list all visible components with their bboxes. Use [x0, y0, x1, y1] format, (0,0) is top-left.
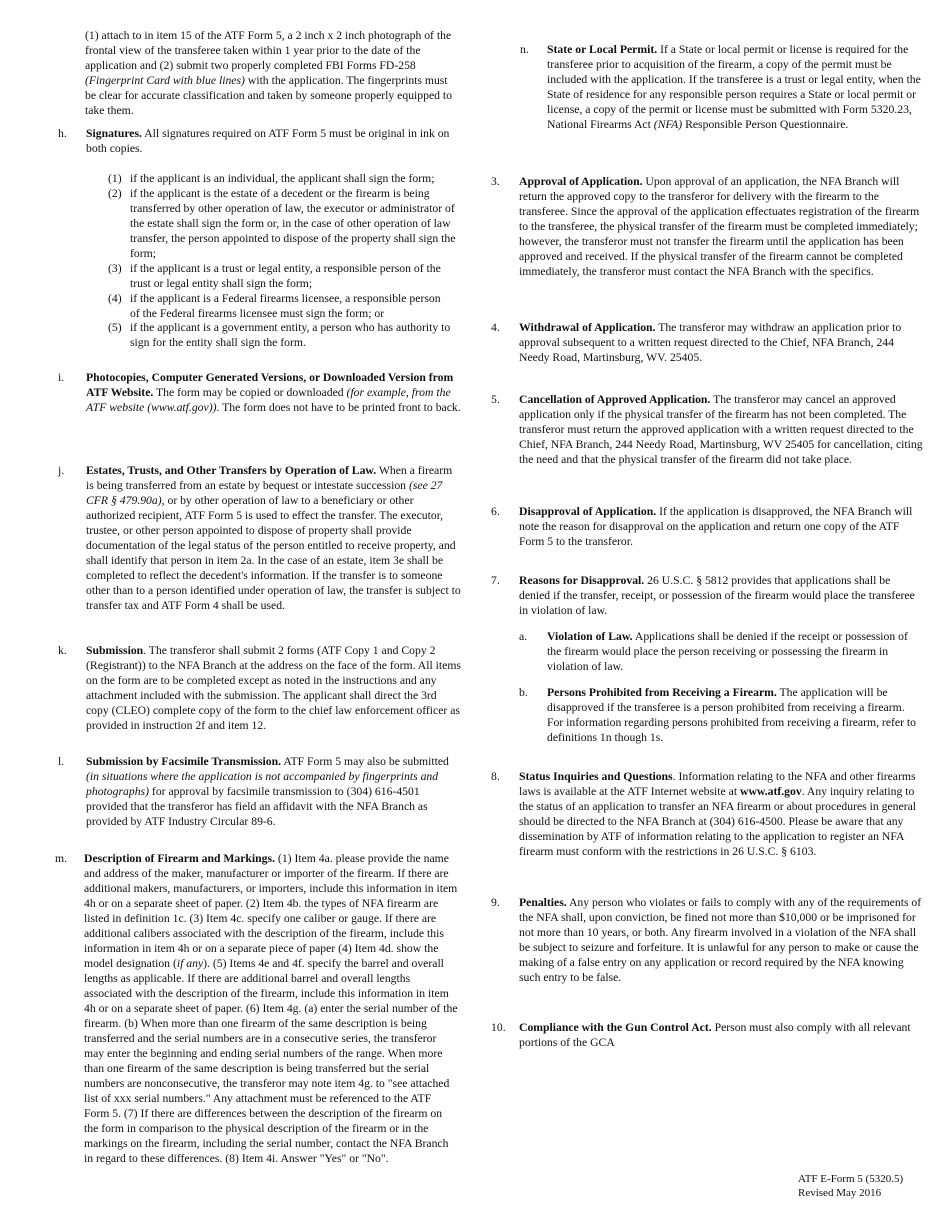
section-text: The transferor may cancel an approved application only if the physical transfer of the firearm has not been completed. The transferor must return the approved application with a written request directed to the Chief, NFA Branch, 244 Needy Road, Martinsburg, WV 25405 for cancellation, citing the need and that the physical transfer of the firearm did not take place. [519, 393, 923, 466]
sub-text: The application will be disapproved if the transferee is a person prohibited from receiving a firearm. For information regarding persons prohibited from receiving a firearm, refer to definitions 1n though 1s. [547, 686, 917, 744]
item-text-italic: (see 27 CFR § 479.90a), [86, 479, 443, 507]
section-title: Compliance with the Gun Control Act. [519, 1021, 712, 1034]
item-title: Submission [86, 644, 144, 657]
item-text-2: for approval by facsimile transmission to (304) 616-4501 provided that the transferor has field an affidavit with the NFA Branch as provided by ATF Industry Circular 89-6. [86, 785, 428, 828]
section-title: Status Inquiries and Questions [519, 770, 673, 783]
section-text-2: . Any inquiry relating to the status of an application to transfer an NFA firearm or about procedures in general should be directed to the NFA Branch at (304) 616-4500. Please be aware that any dissemination by ATF of information relating to the application to register an NFA firearm must conform with the restrictions in 26 U.S.C. § 6103. [519, 785, 917, 858]
item-text-italic: if any [176, 957, 204, 970]
item-title: Description of Firearm and Markings. [84, 852, 275, 865]
section-number: 9. [491, 896, 500, 909]
item-title: Submission by Facsimile Transmission. [86, 755, 282, 768]
item-title: Estates, Trusts, and Other Transfers by Operation of Law. [86, 464, 377, 477]
section-text: 26 U.S.C. § 5812 provides that applications shall be denied if the transfer, receipt, or possession of the firearm would place the transferee in violation of law. [519, 574, 915, 617]
item-text-2: ). (5) Items 4e and 4f. specify the barrel and overall lengths as applicable. If there are additional barrel and overall lengths associated with the description of the firearm, include this information in item 4h or on a separate sheet of paper. (6) Item 4g. (a) enter the serial number of the firearm. (b) When more than one firearm of the same description is being transferred and the serial numbers are in a consecutive series, the transferor may enter the beginning and ending serial numbers of the range. When more than one firearm of the same description is being transferred but the serial numbers are nonconsecutive, the transferor may note item 4g. to "see attached list of xxx serial numbers." Any attachment must be referenced to the ATF Form 5. (7) If there are differences between the description of the firearm on the form in comparison to the physical description of the firearm or in the markings on the firearm, including the serial number, contact the NFA Branch in regard to these differences. (8) Item 4i. Answer "Yes" or "No". [84, 957, 458, 1165]
section-number: 5. [491, 393, 500, 406]
item-text-italic: (NFA) [653, 118, 683, 131]
item-text: The form may be copied or downloaded [153, 386, 347, 399]
item-text: (1) Item 4a. please provide the name and address of the maker, manufacturer or importer of the firearm. If there are additional makers, manufacturers, or importers, include this information in item 4h or on a separate sheet of paper. (2) Item 4b. the types of NFA firearm are listed in definition 1c. (3) Item 4c. specify one caliber or gauge. If there are additional calibers associated with the description of the firearm, include this information in item 4h or on a separate piece of paper (4) Item 4d. show the model designation ( [84, 852, 458, 970]
item-text-2: . The form does not have to be printed front to back. [216, 401, 461, 414]
section-title: Approval of Application. [519, 175, 643, 188]
section-title: Disapproval of Application. [519, 505, 657, 518]
section-number: 8. [491, 770, 500, 783]
item-label: k. [58, 644, 67, 657]
section-number: 10. [491, 1021, 506, 1034]
item-label: j. [58, 464, 65, 477]
revision-date: Revised May 2016 [798, 1187, 882, 1199]
item-text-2: Responsible Person Questionnaire. [682, 118, 849, 131]
section-title: Reasons for Disapproval. [519, 574, 645, 587]
item-text: When a firearm is being transferred from an estate by bequest or intestate succession [86, 464, 453, 492]
item-title: State or Local Permit. [547, 43, 658, 56]
section-text: Person must also comply with all relevant portions of the GCA [519, 1021, 911, 1049]
g-text-italic: (Fingerprint Card with blue lines) [85, 74, 245, 87]
sub-text: if the applicant is a Federal firearms licensee, a responsible person of the Federal firearms licensee must sign the form; or [130, 292, 441, 320]
item-text: . The transferor shall submit 2 forms (ATF Copy 1 and Copy 2 (Registrant)) to the NFA Branch at the address on the face of the form. All items on the form are to be completed except as noted in the instructions and any attachment included with the submission. The applicant shall direct the 3rd copy (CLEO) complete copy of the form to the chief law enforcement officer as provided in instruction 2f and item 12. [86, 644, 461, 732]
section-text: The transferor may withdraw an application prior to approval subsequent to a written request directed to the Chief, NFA Branch, 244 Needy Road, Martinsburg, WV. 25405. [519, 321, 902, 364]
sub-number: (5) [108, 321, 122, 334]
item-label: m. [55, 852, 68, 865]
sub-text: if the applicant is the estate of a decedent or the firearm is being transferred by other operation of law, the executor or administrator of the estate shall sign the form or, in the case of other operation of law transfer, the person appointed to dispose of the property shall sign the form; [130, 187, 456, 260]
sub-number: (3) [108, 262, 122, 275]
sub-text: Applications shall be denied if the receipt or possession of the firearm would place the person receiving or possessing the firearm in violation of law. [547, 630, 908, 673]
section-number: 4. [491, 321, 500, 334]
item-g-continued [85, 28, 461, 118]
item-text-italic: (in situations where the application is not accompanied by fingerprints and photographs) [86, 770, 439, 798]
sub-number: (1) [108, 172, 122, 185]
sub-text: if the applicant is a trust or legal entity, a responsible person of the trust or legal entity shall sign the form; [130, 262, 441, 290]
section-title: Cancellation of Approved Application. [519, 393, 711, 406]
item-title: Signatures. [86, 127, 142, 140]
form-number: ATF E-Form 5 (5320.5) [798, 1173, 904, 1185]
sub-title: Persons Prohibited from Receiving a Firearm. [547, 686, 777, 699]
item-title: Photocopies, Computer Generated Versions, or Downloaded Version from ATF Website. [86, 371, 454, 399]
section-text: . Information relating to the NFA and other firearms laws is available at the ATF Internet website at [519, 770, 916, 798]
item-text: ATF Form 5 may also be submitted [281, 755, 449, 768]
sub-label: b. [519, 686, 528, 699]
item-label: n. [520, 43, 529, 56]
section-title: Withdrawal of Application. [519, 321, 656, 334]
section-text: If the application is disapproved, the NFA Branch will note the reason for disapproval on the application and return one copy of the ATF Form 5 to the transferor. [519, 505, 913, 548]
section-text: Upon approval of an application, the NFA Branch will return the approved copy to the transferor for delivery with the firearm to the transferee. Since the approval of the application effectuates registration of the firearm to the transferee, the physical transfer of the firearm must be completed immediately; however, the transferor must not transfer the firearm until the application has been approved and received. If the physical transfer of the firearm cannot be completed immediately, the transferor must contact the NFA Branch with the specifics. [519, 175, 920, 278]
section-number: 7. [491, 574, 500, 587]
section-number: 6. [491, 505, 500, 518]
item-label: l. [58, 755, 65, 768]
sub-number: (2) [108, 187, 122, 200]
sub-text: if the applicant is a government entity, a person who has authority to sign for the entity shall sign the form. [130, 321, 451, 349]
item-text: All signatures required on ATF Form 5 must be original in ink on both copies. [86, 127, 450, 155]
sub-label: a. [519, 630, 528, 643]
sub-text: if the applicant is an individual, the applicant shall sign the form; [130, 172, 435, 185]
section-text: Any person who violates or fails to comply with any of the requirements of the NFA shall, upon conviction, be fined not more than $10,000 or be imprisoned for not more than 10 years, or both. Any firearm involved in a violation of the NFA shall be subject to seizure and forfeiture. It is unlawful for any person to make or cause the making of a false entry on any application or record required by the NFA knowing such entry to be false. [519, 896, 922, 984]
item-text: If a State or local permit or license is required for the transferee prior to acquisition of the firearm, a copy of the permit must be included with the application. If the transferee is a trust or legal entity, when the State of residence for any responsible person requires a State or local permit or license, a copy of the permit or license must be submitted with Form 5320.23, National Firearms Act [547, 43, 921, 131]
g-text-2: with the application. The fingerprints must be clear for accurate classification and taken by someone properly equipped to take them. [85, 74, 453, 117]
form-footer [798, 1172, 903, 1200]
sub-title: Violation of Law. [547, 630, 633, 643]
item-text-italic: (for example, from the ATF website (www.atf.gov)) [86, 386, 451, 414]
item-label: h. [58, 127, 67, 140]
section-title: Penalties. [519, 896, 567, 909]
section-number: 3. [491, 175, 500, 188]
g-text: (1) attach to in item 15 of the ATF Form 5, a 2 inch x 2 inch photograph of the frontal view of the transferee taken within 1 year prior to the date of the application and (2) submit two properly completed FBI Forms FD-258 [85, 29, 452, 72]
item-text-2: or by other operation of law to a beneficiary or other authorized recipient, ATF Form 5 is used to effect the transfer. The executor, trustee, or other person appointed to dispose of property shall provide documentation of the legal status of the person entitled to receive property, and shall identify that person in item 2a. In the case of an estate, item 3e shall be completed to reflect the decedent's information. If the transfer is to someone other than to a person identified under operation of law, the transfer is subject to transfer tax and ATF Form 4 shall be used. [86, 494, 461, 612]
website-text: www.atf.gov [740, 785, 802, 798]
item-label: i. [58, 371, 65, 384]
sub-number: (4) [108, 292, 122, 305]
